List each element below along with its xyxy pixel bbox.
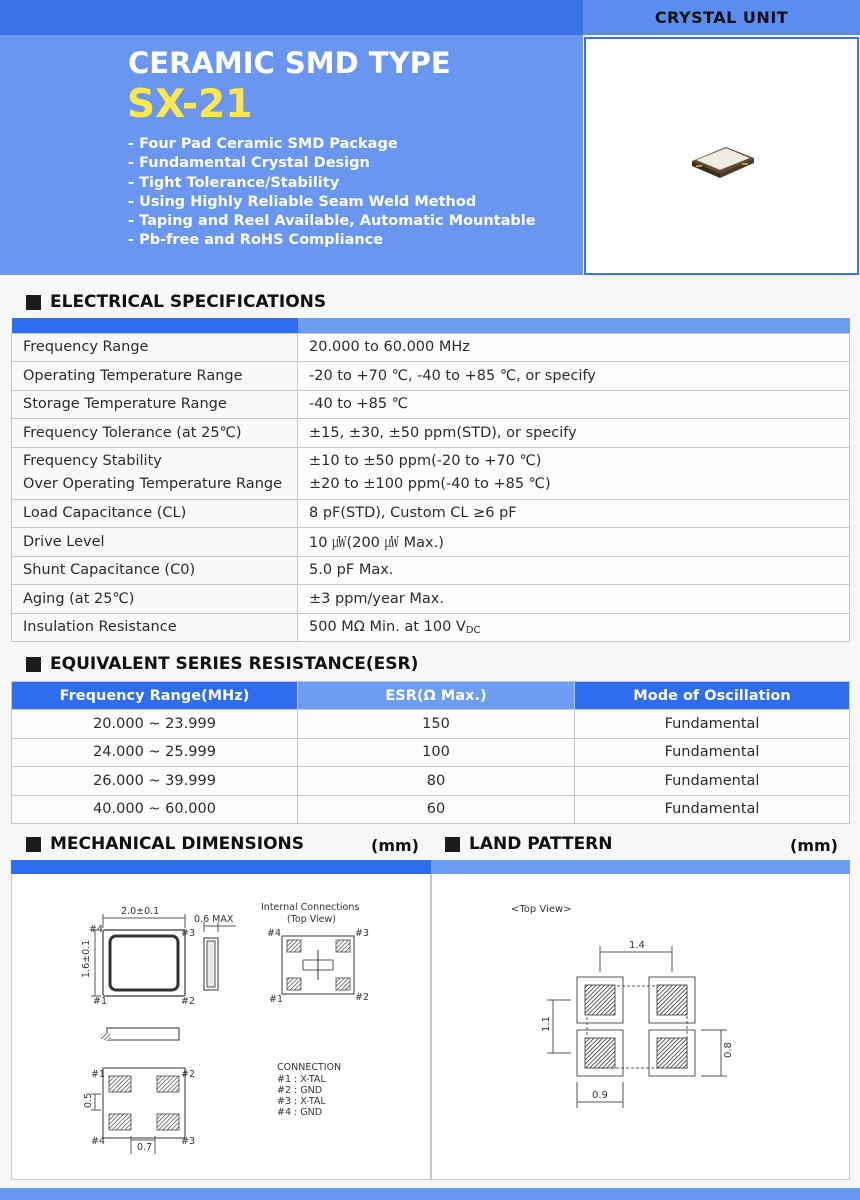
spec-value: 500 MΩ Min. at 100 $V_{DC}$ (298, 613, 850, 642)
dim-thickness: 0.6 MAX (194, 914, 234, 925)
electrical-spec-table (11, 318, 850, 642)
pin-label: #2 (355, 992, 370, 1003)
spec-key: Operating Temperature Range (12, 362, 298, 391)
feature-item: - Using Highly Reliable Seam Weld Method (128, 193, 477, 210)
spec-key: Insulation Resistance (12, 613, 298, 642)
spec-key: Frequency Stability Over Operating Temperature Range (12, 447, 298, 499)
pin-label: #2 (181, 996, 196, 1007)
mechanical-drawing (11, 874, 431, 1180)
connection-item: #4 : GND (277, 1107, 323, 1118)
pin-label: #4 (267, 928, 282, 939)
table-row (12, 738, 850, 767)
pin-label: #3 (355, 928, 370, 939)
table-row (12, 767, 850, 796)
square-bullet-icon (26, 657, 41, 672)
table-cell: Fundamental (575, 710, 850, 739)
feature-item: - Fundamental Crystal Design (128, 155, 370, 172)
product-type: CERAMIC SMD TYPE (128, 46, 451, 80)
section-title-electrical: ELECTRICAL SPECIFICATIONS (26, 292, 326, 312)
spec-key: Shunt Capacitance (C0) (12, 556, 298, 585)
table-cell: 150 (298, 710, 575, 739)
model-number: SX-21 (127, 82, 253, 127)
table-cell: Fundamental (575, 795, 850, 824)
square-bullet-icon (26, 295, 41, 310)
spec-value: -20 to +70 ℃, -40 to +85 ℃, or specify (298, 362, 850, 391)
table-row (12, 447, 850, 499)
table-row (12, 362, 850, 391)
spec-key: Frequency Range (12, 333, 298, 362)
pin-label: #1 (91, 1069, 106, 1080)
spec-value: 8 pF(STD), Custom CL ≥6 pF (298, 499, 850, 528)
spec-value: 10 ㎼(200 ㎼ Max.) (298, 528, 850, 557)
column-header: Mode of Oscillation (575, 682, 850, 710)
dim-pad-pitch-v: 1.1 (541, 1016, 552, 1032)
section-title-esr: EQUIVALENT SERIES RESISTANCE(ESR) (26, 654, 418, 674)
category-label: CRYSTAL UNIT (583, 0, 860, 35)
table-cell: 20.000 ~ 23.999 (12, 710, 298, 739)
table-cell: 60 (298, 795, 575, 824)
dim-pad-gap-h: 0.7 (137, 1142, 153, 1153)
spec-value: ±15, ±30, ±50 ppm(STD), or specify (298, 419, 850, 448)
spec-value: ±10 to ±50 ppm(-20 to +70 ℃) ±20 to ±100 ppm(-40 to +85 ℃) (298, 447, 850, 499)
dim-pad-gap-v: 0.5 (83, 1092, 94, 1108)
table-cell: Fundamental (575, 738, 850, 767)
spec-key: Frequency Tolerance (at 25℃) (12, 419, 298, 448)
spec-value: 20.000 to 60.000 MHz (298, 333, 850, 362)
table-row (12, 419, 850, 448)
dim-height: 1.6±0.1 (81, 939, 92, 978)
table-cell: Fundamental (575, 767, 850, 796)
table-row (12, 499, 850, 528)
feature-item: - Four Pad Ceramic SMD Package (128, 136, 398, 152)
table-row (12, 556, 850, 585)
square-bullet-icon (445, 837, 460, 852)
pin-label: #1 (269, 994, 284, 1005)
dim-pad-width: 0.9 (592, 1090, 608, 1101)
feature-item: - Tight Tolerance/Stability (128, 174, 340, 191)
square-bullet-icon (26, 837, 41, 852)
section-title-mechanical: MECHANICAL DIMENSIONS (26, 834, 304, 854)
table-row (12, 528, 850, 557)
spec-key: Load Capacitance (CL) (12, 499, 298, 528)
land-unit: (mm) (790, 836, 838, 855)
dim-pad-height: 0.8 (723, 1042, 734, 1058)
connection-item: #3 : X-TAL (277, 1096, 326, 1107)
table-cell: 80 (298, 767, 575, 796)
table-row (12, 585, 850, 614)
mechanical-unit: (mm) (371, 836, 419, 855)
pin-label: #2 (181, 1069, 196, 1080)
dim-pad-pitch-h: 1.4 (629, 940, 645, 951)
spec-value: ±3 ppm/year Max. (298, 585, 850, 614)
table-cell: 100 (298, 738, 575, 767)
spec-key: Storage Temperature Range (12, 390, 298, 419)
column-header: Frequency Range(MHz) (12, 682, 298, 710)
feature-list (128, 135, 536, 251)
column-header: ESR(Ω Max.) (298, 682, 575, 710)
header-strip (0, 0, 583, 35)
esr-table (11, 681, 850, 824)
footer-bar (0, 1188, 860, 1200)
section-title-land-pattern: LAND PATTERN (445, 834, 613, 854)
pin-label: #3 (181, 1136, 196, 1147)
spec-value: -40 to +85 ℃ (298, 390, 850, 419)
table-cell: 40.000 ~ 60.000 (12, 795, 298, 824)
table-row (12, 613, 850, 642)
dim-width: 2.0±0.1 (121, 906, 160, 917)
spec-value: 5.0 pF Max. (298, 556, 850, 585)
table-row (12, 390, 850, 419)
internal-connections-sub: (Top View) (287, 914, 337, 925)
top-view-label: <Top View> (511, 904, 572, 915)
pin-label: #1 (93, 996, 108, 1007)
product-image (584, 37, 859, 275)
table-row (12, 795, 850, 824)
feature-item: - Taping and Reel Available, Automatic Mountable (128, 213, 536, 230)
feature-item: - Pb-free and RoHS Compliance (128, 232, 384, 249)
pin-label: #4 (91, 1136, 106, 1147)
connection-item: #2 : GND (277, 1085, 323, 1096)
land-pattern-drawing (431, 874, 850, 1180)
table-row (12, 710, 850, 739)
spec-key: Drive Level (12, 528, 298, 557)
pin-label: #3 (181, 928, 196, 939)
table-cell: 26.000 ~ 39.999 (12, 767, 298, 796)
connection-item: #1 : X-TAL (277, 1074, 326, 1085)
internal-connections-title: Internal Connections (261, 902, 360, 913)
table-row (12, 333, 850, 362)
pin-label: #4 (89, 924, 104, 935)
table-cell: 24.000 ~ 25.999 (12, 738, 298, 767)
spec-key: Aging (at 25℃) (12, 585, 298, 614)
connection-title: CONNECTION (277, 1062, 342, 1073)
